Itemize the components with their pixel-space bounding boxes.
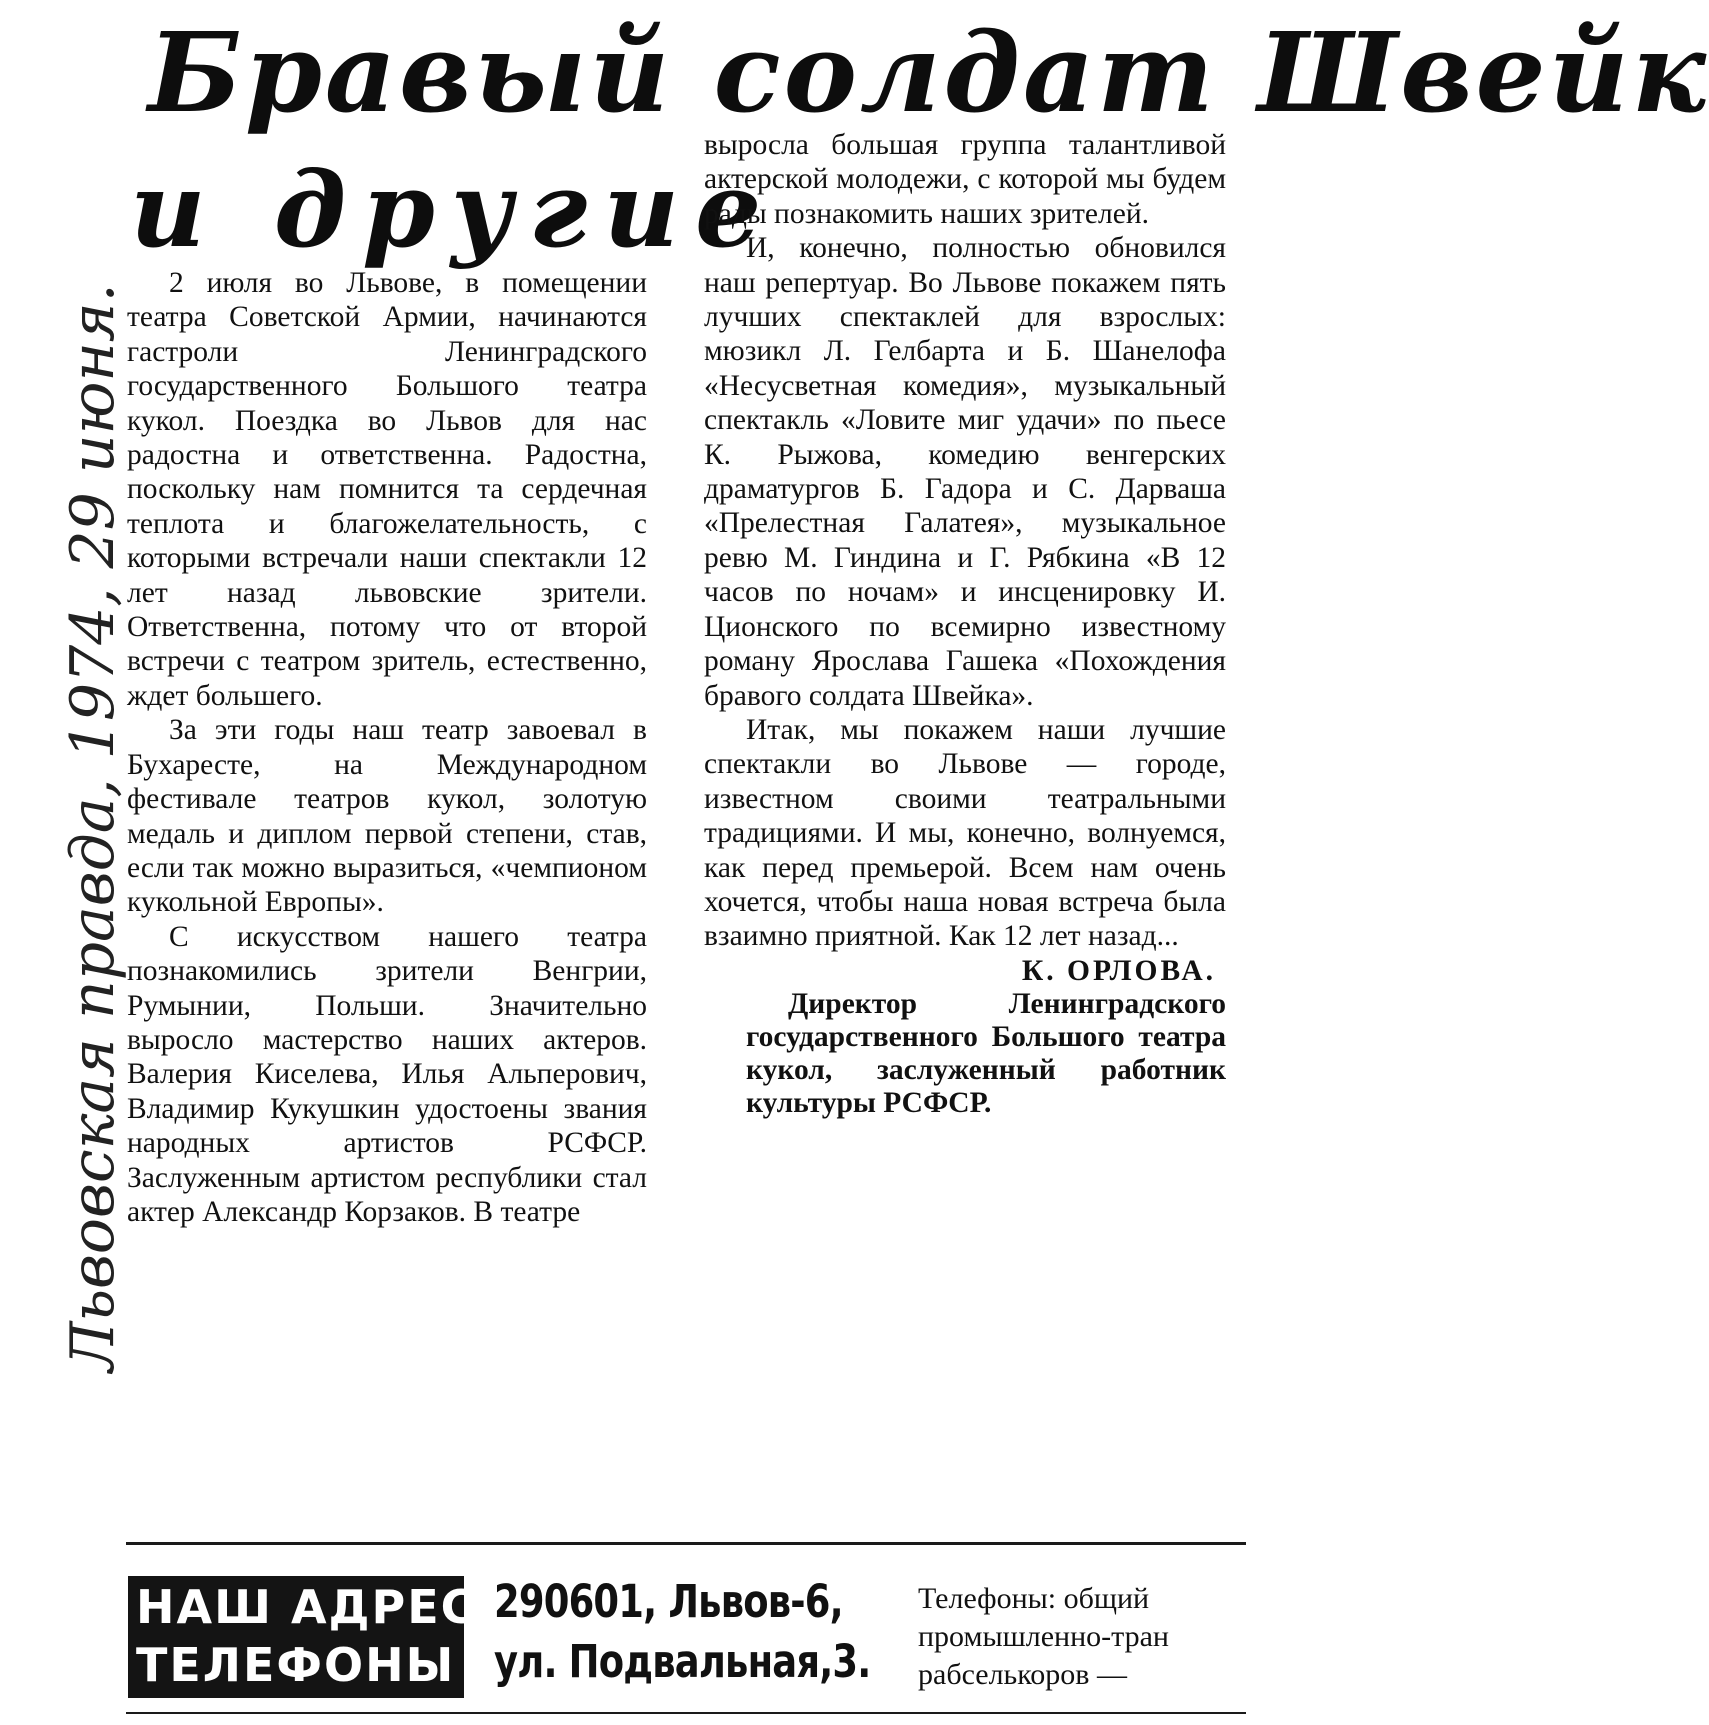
article-paragraph-3: С искусством нашего театра познакомились зрители Венгрии, Румынии, Польши. Значительно выросло мастерство наших актеров. Валерия Киселева, Илья Альперович, Владимир Кукушкин удостоены звания народных артистов РСФСР. Заслуженным артистом республики стал актер Александр Корзаков. В театре bbox=[127, 920, 647, 1228]
phones-line-3: рабселькоров — bbox=[918, 1658, 1127, 1691]
footer-divider-bottom bbox=[126, 1712, 1246, 1714]
article-right-column bbox=[704, 128, 1226, 1120]
postal-address bbox=[494, 1572, 871, 1692]
postal-address-line-2: ул. Подвальная,3. bbox=[494, 1635, 871, 1688]
article-paragraph-4: И, конечно, полностью обновился наш репертуар. Во Львове покажем пять лучших спектаклей для взрослых: мюзикл Л. Гелбарта и Б. Шанелофа «Несусветная комедия», музыкальный спектакль «Ловите миг удачи» по пьесе К. Рыжова, комедию венгерских драматургов Б. Гадора и С. Дарваша «Прелестная Галатея», музыкальное ревю М. Гиндина и Г. Рябкина «В 12 часов по ночам» и инсценировку И. Ционского по всемирно известному роману Ярослава Гашека «Похождения бравого солдата Швейка». bbox=[704, 232, 1226, 712]
article-continuation: выросла большая группа талантливой актерской молодежи, с которой мы будем рады познакомить наших зрителей. bbox=[704, 129, 1226, 230]
postal-address-line-1: 290601, Львов-6, bbox=[494, 1575, 843, 1628]
article-paragraph-5: Итак, мы покажем наши лучшие спектакли во Львове — городе, известном своими театральными традициями. И мы, конечно, волнуемся, как перед премьерой. Всем нам очень хочется, чтобы наша новая встреча была взаимно приятной. Как 12 лет назад... bbox=[704, 713, 1226, 953]
phones-line-2: промышленно-тран bbox=[918, 1620, 1169, 1653]
address-label-line-2: ТЕЛЕФОНЫ bbox=[136, 1638, 456, 1692]
headline-line-2: и другие bbox=[130, 148, 778, 271]
address-label-line-1: НАШ АДРЕС, bbox=[136, 1580, 496, 1634]
author-credentials: Директор Ленинградского государственного Большого театра кукол, заслуженный работник культуры РСФСР. bbox=[746, 988, 1226, 1120]
article-paragraph-1: 2 июля во Львове, в помещении театра Советской Армии, начинаются гастроли Ленинградского государственного Большого театра кукол. Поездка во Львов для нас радостна и ответственна. Радостна, поскольку нам помнится та сердечная теплота и благожелательность, с которыми встречали наши спектакли 12 лет назад львовские зрители. Ответственна, потому что от второй встречи с театром зритель, естественно, ждет большего. bbox=[127, 267, 647, 712]
address-label-block bbox=[128, 1576, 496, 1698]
footer-divider-top bbox=[126, 1542, 1246, 1545]
article-paragraph-2: За эти годы наш театр завоевал в Бухаресте, на Международном фестивале театров кукол, золотую медаль и диплом первой степени, став, если так можно выразиться, «чемпионом кукольной Европы». bbox=[127, 714, 647, 919]
handwritten-margin-note: Львовская правда, 1974, 29 июня. bbox=[58, 283, 128, 1372]
phones-block bbox=[918, 1580, 1236, 1694]
article-left-column bbox=[127, 266, 647, 1229]
headline-line-1: Бравый солдат Швейк bbox=[148, 8, 1709, 137]
author-name: К. ОРЛОВА. bbox=[1021, 954, 1216, 987]
phones-line-1: Телефоны: общий bbox=[918, 1582, 1150, 1615]
